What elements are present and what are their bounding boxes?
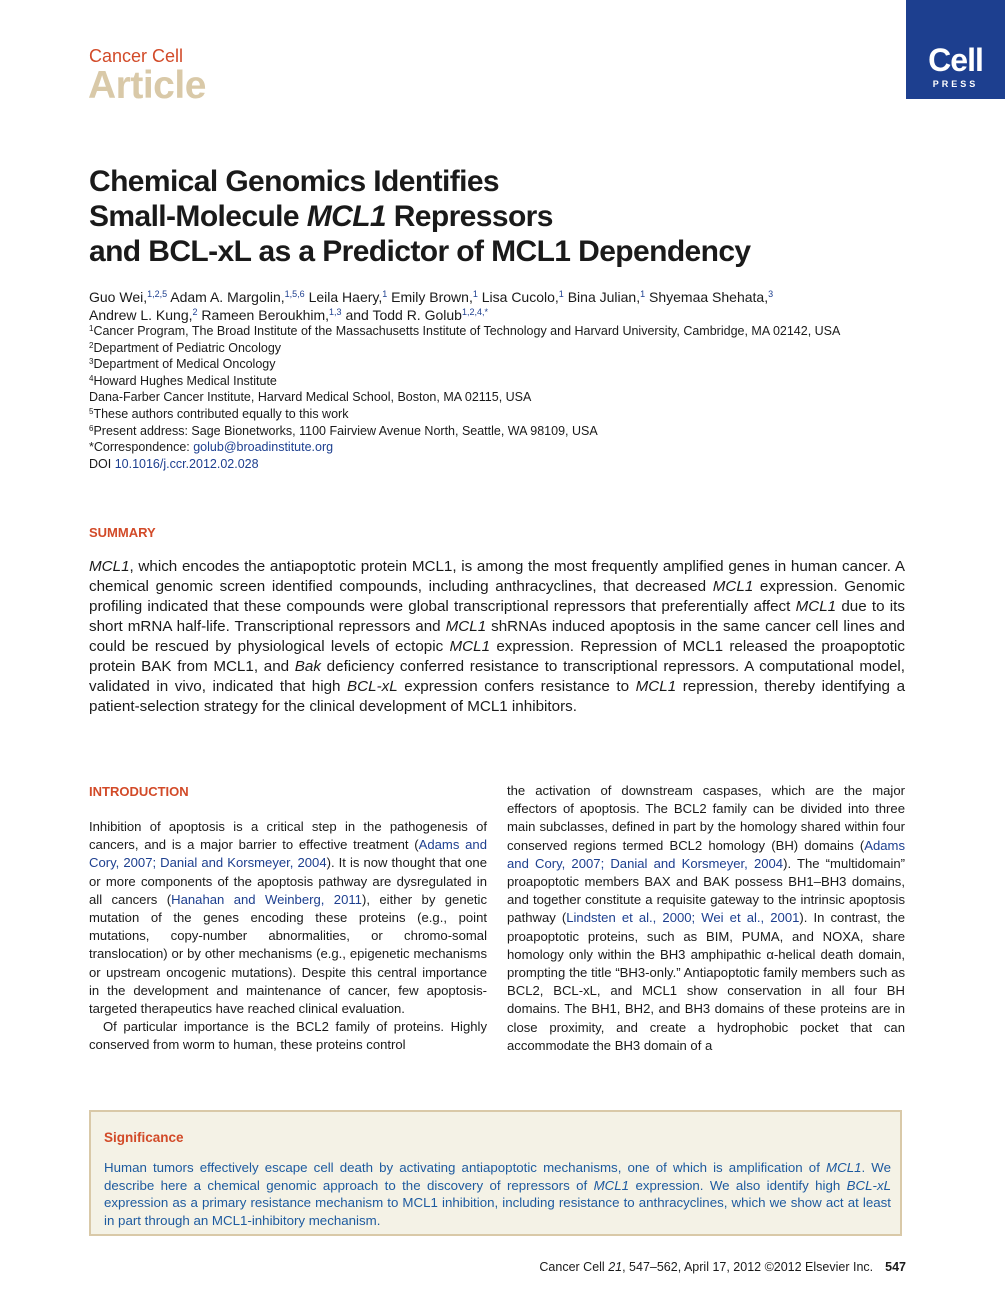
affiliation-list xyxy=(89,323,919,439)
author-affiliation-marker[interactable]: 1,3 xyxy=(329,307,342,317)
footer-volume: 21 xyxy=(608,1260,623,1274)
author xyxy=(309,289,388,305)
logo-cell-text: Cell xyxy=(928,42,983,78)
significance-text xyxy=(104,1159,891,1229)
gene-name: MCL1 xyxy=(445,618,487,635)
author-name: Adam A. Margolin, xyxy=(170,289,285,305)
affiliation-number: 2 xyxy=(89,340,94,350)
text-run: expression confers resistance to xyxy=(397,678,636,695)
gene-name: MCL1 xyxy=(593,1177,630,1193)
author-list xyxy=(89,288,909,324)
citation-link[interactable]: Adams and Cory, 2007; Danial and Korsmeyer, 2004 xyxy=(507,837,905,871)
gene-name: MCL1 xyxy=(449,638,491,655)
text-run: the activation of downstream caspases, which are the major effectors of apoptosis. The BCL2 family can be divided into three main subclasses, defined in part by the homology shared within four conserved regions termed BCL2 homology (BH) domains ( xyxy=(507,783,905,853)
text-run: expression. Repression of MCL1 released the proapoptotic protein BAK from MCL1, and xyxy=(89,638,905,675)
text-run: ), either by genetic mutation of the genes encoding these proteins (e.g., point mutations, copy-number abnormalities, or chromo-somal translocation) or by other mechanisms (e.g., epigenetic mechanisms or upstream oncogenic mutations). Despite this central importance in the development and maintenance of cancer, few apoptosis-targeted therapeutics have reached clinical evaluation. xyxy=(89,891,487,1017)
gene-name: MCL1 xyxy=(826,1160,862,1175)
author-line xyxy=(89,288,909,306)
title-line-2a: Small-Molecule xyxy=(89,200,307,233)
doi-link[interactable]: 10.1016/j.ccr.2012.02.028 xyxy=(114,456,259,471)
author-affiliation-marker[interactable]: 1 xyxy=(382,289,388,299)
title-line-2 xyxy=(89,199,889,234)
doi xyxy=(89,456,919,473)
intro-paragraph xyxy=(89,1018,487,1054)
author xyxy=(482,289,564,305)
affiliation xyxy=(89,389,919,406)
intro-paragraph xyxy=(507,782,905,1055)
journal-name: Cancer Cell xyxy=(89,46,184,66)
text-run: ). The “multidomain” proapoptotic members BAX and BAK possess BH1–BH3 domains, and together constitute a requisite gateway to the intrinsic apoptosis pathway ( xyxy=(507,855,905,926)
author-name: Lisa Cucolo, xyxy=(481,289,559,305)
affiliation xyxy=(89,373,919,390)
page-number: 547 xyxy=(885,1260,906,1274)
author xyxy=(201,307,341,323)
text-run: Inhibition of apoptosis is a critical step in the pathogenesis of cancers, and is a major barrier to effective treatment ( xyxy=(89,819,487,853)
doi-label: DOI xyxy=(89,456,115,471)
title-line-3: and BCL-xL as a Predictor of MCL1 Dependency xyxy=(89,235,751,268)
affiliation-text: Dana-Farber Cancer Institute, Harvard Medical School, Boston, MA 02115, USA xyxy=(89,390,532,405)
text-run: , which encodes the antiapoptotic protein MCL1, is among the most frequently amplified genes in human cancer. A chemical genomic screen identified compounds, including anthracyclines, that decreased xyxy=(89,558,905,595)
author-name: Shyemaa Shehata, xyxy=(649,289,769,305)
text-run: ). In contrast, the proapoptotic proteins, such as BIM, PUMA, and NOXA, share homology only within the BH3 amphipathic α-helical death domain, prompting the title “BH3-only.” Antiapoptotic family members such as BCL2, BCL-xL, and MCL1 show conservation in all four BH domains. The BH1, BH2, and BH3 domains of these proteins are in close proximity, and create a hydrophobic pocket that can accommodate the BH3 domain of a xyxy=(507,910,906,1053)
gene-name: BCL-xL xyxy=(347,678,398,695)
author-name: Bina Julian, xyxy=(567,289,641,305)
author xyxy=(170,289,304,305)
title-line-2b: Repressors xyxy=(386,200,553,233)
affiliation-text: These authors contributed equally to this work xyxy=(93,406,349,421)
page-footer xyxy=(518,1260,906,1274)
text-run: due to its short mRNA half-life. Transcriptional repressors and xyxy=(89,598,905,635)
citation-link[interactable]: Hanahan and Weinberg, 2011 xyxy=(171,891,362,907)
affiliations xyxy=(89,323,919,472)
correspondence-email-link[interactable]: golub@broadinstitute.org xyxy=(193,440,334,455)
footer-citation: , 547–562, April 17, 2012 ©2012 Elsevier Inc. xyxy=(622,1260,874,1274)
text-run: ). It is now thought that one or more components of the apoptosis pathway are dysregulated in all cancers ( xyxy=(89,855,487,907)
text-run: repression, thereby identifying a patient-selection strategy for the clinical development of MCL1 inhibitors. xyxy=(89,678,906,715)
text-run: shRNAs induced apoptosis in the same cancer cell lines and could be rescued by physiological levels of ectopic xyxy=(89,618,905,655)
article-title xyxy=(89,164,889,269)
author-affiliation-marker[interactable]: 3 xyxy=(768,289,774,299)
significance-heading: Significance xyxy=(104,1130,184,1145)
cell-press-logo xyxy=(906,0,1005,99)
correspondence-label: *Correspondence: xyxy=(89,440,194,455)
author xyxy=(568,289,645,305)
logo-press-text: PRESS xyxy=(932,79,979,89)
author-affiliation-marker[interactable]: 1 xyxy=(472,289,478,299)
text-run: Human tumors effectively escape cell death by activating antiapoptotic mechanisms, one of which is amplification of xyxy=(104,1160,827,1175)
summary-heading: SUMMARY xyxy=(89,525,156,540)
author-affiliation-marker[interactable]: 1,5,6 xyxy=(284,289,305,299)
author-affiliation-marker[interactable]: 1 xyxy=(558,289,564,299)
affiliation xyxy=(89,406,919,423)
footer-journal: Cancer Cell xyxy=(539,1260,609,1274)
introduction-heading: INTRODUCTION xyxy=(89,784,189,799)
author-name: Leila Haery, xyxy=(308,289,383,305)
affiliation xyxy=(89,356,919,373)
text-run: Of particular importance is the BCL2 family of proteins. Highly conserved from worm to human, these proteins control xyxy=(89,1019,487,1053)
gene-name: MCL1 xyxy=(635,678,677,695)
intro-paragraph xyxy=(89,818,487,1018)
correspondence xyxy=(89,439,919,456)
gene-name: MCL1 xyxy=(89,558,130,575)
affiliation-number: 4 xyxy=(89,373,94,383)
author-affiliation-marker[interactable]: 1 xyxy=(640,289,646,299)
author-name: Rameen Beroukhim, xyxy=(201,307,330,323)
text-run: expression as a primary resistance mechanism to MCL1 inhibition, including resistance to anthracyclines, which we show act at least in part through an MCL1-inhibitory mechanism. xyxy=(104,1195,891,1228)
text-run: expression. We also identify high xyxy=(629,1177,847,1193)
affiliation-text: Present address: Sage Bionetworks, 1100 Fairview Avenue North, Seattle, WA 98109, USA xyxy=(93,423,598,438)
affiliation-text: Cancer Program, The Broad Institute of the Massachusetts Institute of Technology and Harvard University, Cambridge, MA 02142, USA xyxy=(93,324,841,338)
affiliation-number: 5 xyxy=(89,406,94,416)
affiliation-text: Department of Pediatric Oncology xyxy=(93,340,282,355)
author-affiliation-marker[interactable]: 1,2,4,* xyxy=(461,307,488,317)
column-left xyxy=(89,818,487,1055)
author xyxy=(89,289,167,305)
author-line xyxy=(89,306,909,324)
title-line-2-gene: MCL1 xyxy=(306,200,386,233)
author-name: and Todd R. Golub xyxy=(345,307,462,323)
citation-link[interactable]: Lindsten et al., 2000; Wei et al., 2001 xyxy=(566,910,800,926)
author xyxy=(649,289,773,305)
author-affiliation-marker[interactable]: 2 xyxy=(192,307,198,317)
author xyxy=(345,307,488,323)
gene-name: Bak xyxy=(294,658,321,675)
column-right xyxy=(507,782,905,1055)
affiliation-text: Howard Hughes Medical Institute xyxy=(93,373,277,388)
affiliation-text: Department of Medical Oncology xyxy=(93,357,276,372)
affiliation-number: 3 xyxy=(89,357,94,367)
affiliation-number: 1 xyxy=(89,324,94,333)
affiliation xyxy=(89,423,919,440)
citation-link[interactable]: Adams and Cory, 2007; Danial and Korsmeyer, 2004 xyxy=(89,837,487,871)
author xyxy=(89,307,198,323)
author-affiliation-marker[interactable]: 1,2,5 xyxy=(147,289,168,299)
summary-text xyxy=(89,557,905,717)
text-run: expression. Genomic profiling indicated that these compounds were global transcriptional repressors that preferentially affect xyxy=(89,578,905,615)
author-name: Guo Wei, xyxy=(89,289,148,305)
gene-name: MCL1 xyxy=(795,598,837,615)
gene-name: BCL-xL xyxy=(846,1177,891,1193)
text-run: . We describe here a chemical genomic approach to the discovery of repressors of xyxy=(104,1160,892,1193)
affiliation xyxy=(89,340,919,357)
author xyxy=(391,289,478,305)
author-name: Emily Brown, xyxy=(391,289,473,305)
affiliation-number: 6 xyxy=(89,423,94,433)
affiliation xyxy=(89,323,919,340)
title-line-1: Chemical Genomics Identifies xyxy=(89,165,499,198)
article-type: Article xyxy=(88,64,206,107)
author-name: Andrew L. Kung, xyxy=(89,307,193,323)
gene-name: MCL1 xyxy=(712,578,754,595)
significance-box xyxy=(89,1110,902,1236)
text-run: deficiency conferred resistance to transcriptional repressors. A computational model, validated in vivo, indicated that high xyxy=(89,658,905,695)
